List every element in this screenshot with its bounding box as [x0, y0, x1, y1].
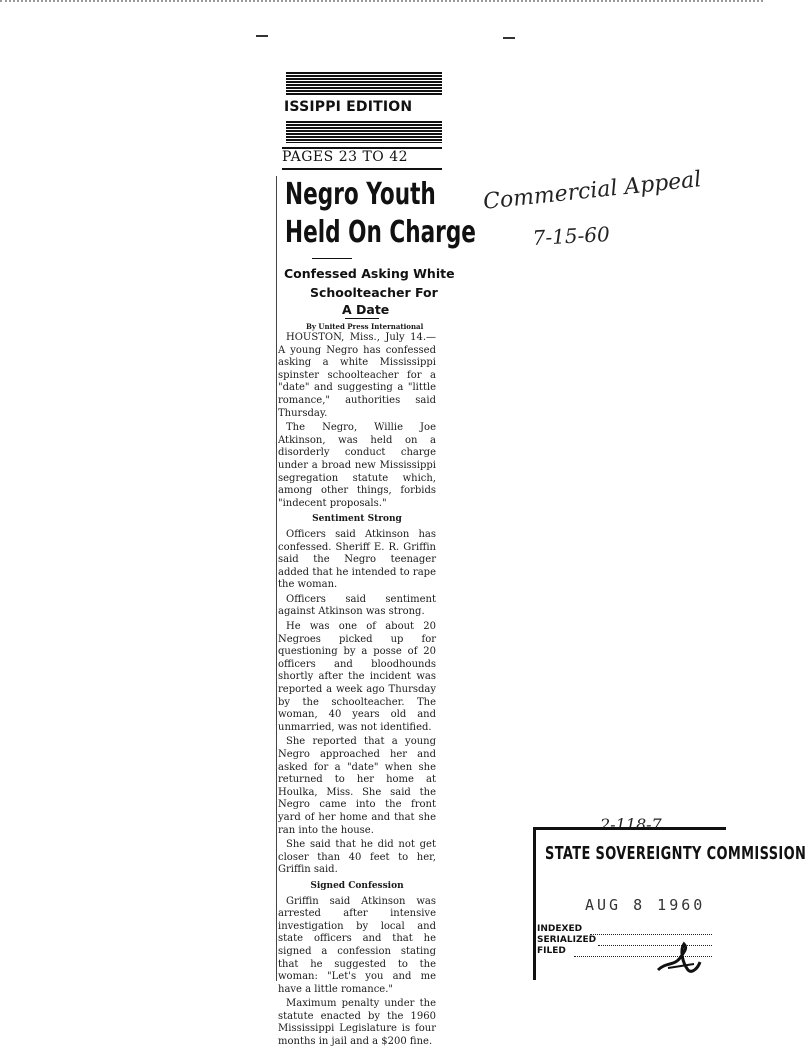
handwritten-date: 7-15-60: [532, 221, 611, 250]
deck-rule: [345, 318, 379, 319]
article-paragraph: He was one of about 20 Negroes picked up for questioning by a posse of 20 officers and bloodhounds shortly after the incident was reported a week ago Thursday by the schoolteacher. The woman, 40 years old and unmarried, was not identified.: [278, 621, 436, 733]
edition-label: ISSIPPI EDITION: [284, 99, 413, 115]
article-paragraph: Officers said Atkinson has confessed. Sheriff E. R. Griffin said the Negro teenager added that he intended to rape the woman.: [278, 528, 436, 591]
stamp-field-filed: FILED: [537, 946, 566, 956]
article-paragraph: She reported that a young Negro approached her and asked for a "date" when she returned to her home at Houlka, Miss. She said the Negro came into the front yard of her home and that she ran into the house.: [278, 736, 436, 836]
subhead-confession: Signed Confession: [310, 880, 404, 891]
handwritten-source: Commercial Appeal: [482, 167, 703, 215]
pages-label: PAGES 23 TO 42: [282, 147, 442, 170]
byline: By United Press International: [306, 322, 424, 331]
deck-line-3: A Date: [342, 302, 390, 317]
deck-line-2: Schoolteacher For: [310, 285, 438, 300]
scan-mark: [503, 37, 515, 39]
article-paragraph: HOUSTON, Miss., July 14.— A young Negro has confessed asking a white Mississippi spinster schoolteacher for a "date" and suggesting a "little romance," authorities said Thursday.: [278, 332, 436, 419]
article-paragraph: The Negro, Willie Joe Atkinson, was held on a disorderly conduct charge under a broad new Mississippi segregation statute which, among other things, forbids "indecent proposals.": [278, 422, 436, 509]
headline-rule: [312, 258, 352, 259]
deck-line-1: Confessed Asking White: [284, 266, 455, 281]
initials-signature: [654, 940, 704, 976]
masthead-rule: [286, 121, 442, 143]
masthead-rule: [286, 72, 442, 96]
article-paragraph: Maximum penalty under the statute enacted by the 1960 Mississippi Legislature is four months in jail and a $200 fine.: [278, 998, 436, 1048]
article-paragraph: Griffin said Atkinson was arrested after intensive investigation by local and state officers and that he signed a confession stating that he suggested to the woman: "Let's you and me have a little romance.": [278, 895, 436, 995]
stamp-title: STATE SOVEREIGNTY COMMISSION: [545, 843, 806, 864]
article-paragraph: Officers said sentiment against Atkinson was strong.: [278, 593, 436, 618]
handwritten-file-number: 2-118-7: [600, 815, 662, 834]
stamp-field-indexed: INDEXED: [537, 924, 583, 934]
stamp-date: AUG 8 1960: [585, 896, 706, 914]
clipping-edge: [276, 176, 277, 981]
stamp-field-serialized: SERIALIZED: [537, 935, 597, 945]
article-body: [278, 332, 436, 1051]
scan-top-edge: [0, 0, 763, 10]
subhead-sentiment: Sentiment Strong: [312, 514, 402, 525]
stamp-dotted-line: [590, 933, 712, 935]
headline-line-2: Held On Charge: [285, 215, 476, 250]
headline-line-1: Negro Youth: [285, 177, 436, 212]
article-paragraph: She said that he did not get closer than 40 feet to her, Griffin said.: [278, 839, 436, 876]
scan-mark: [256, 35, 268, 37]
